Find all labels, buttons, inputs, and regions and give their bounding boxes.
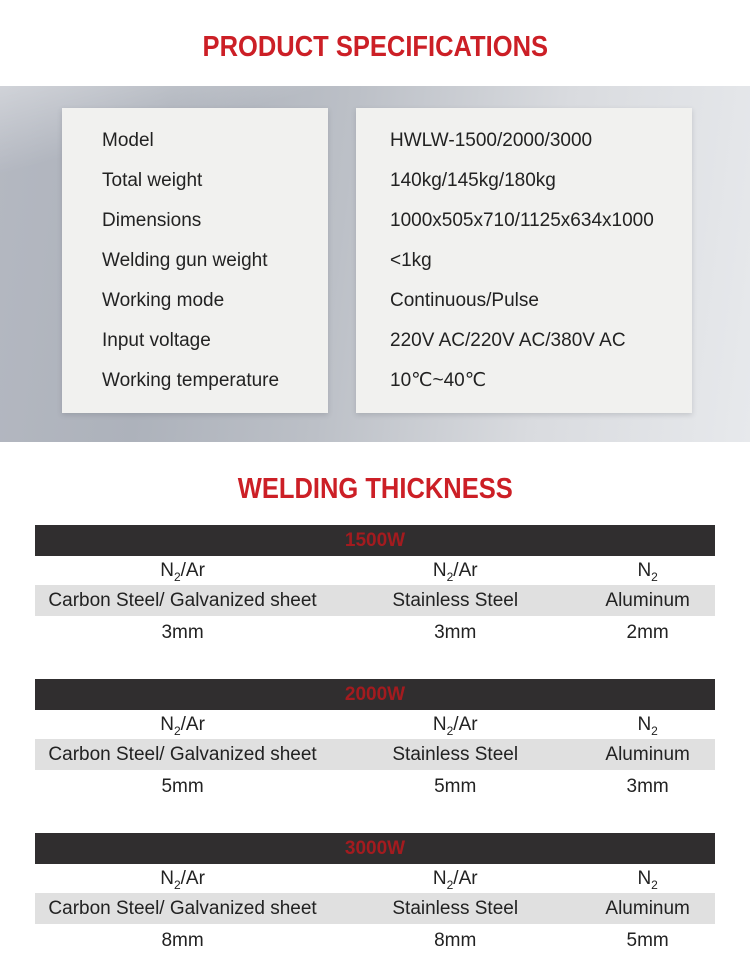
gas-row bbox=[35, 710, 715, 739]
welding-thickness-title bbox=[0, 474, 750, 504]
material-cell: Stainless Steel bbox=[392, 744, 519, 765]
material-row bbox=[35, 893, 715, 924]
spec-label-working-mode: Working mode bbox=[102, 290, 225, 311]
thickness-cell: 3mm bbox=[434, 622, 477, 643]
material-cell: Carbon Steel/ Galvanized sheet bbox=[48, 898, 317, 919]
thickness-row bbox=[35, 616, 715, 649]
material-cell: Stainless Steel bbox=[392, 898, 519, 919]
gas-cell bbox=[35, 556, 330, 585]
spec-label-model: Model bbox=[102, 130, 154, 151]
material-row bbox=[35, 585, 715, 616]
material-cell: Stainless Steel bbox=[392, 590, 519, 611]
power-label: 2000W bbox=[344, 684, 406, 705]
thickness-cell: 5mm bbox=[161, 776, 204, 797]
gas-subscript: 2 bbox=[173, 877, 181, 892]
thickness-cell: 5mm bbox=[434, 776, 477, 797]
welding-table-1500w bbox=[35, 525, 715, 649]
gas-suffix: /Ar bbox=[453, 560, 478, 581]
power-header-3000w bbox=[35, 833, 715, 864]
gas-cell bbox=[580, 864, 715, 893]
gas-subscript: 2 bbox=[446, 877, 454, 892]
gas-row bbox=[35, 556, 715, 585]
thickness-cell: 3mm bbox=[626, 776, 669, 797]
material-cell: Carbon Steel/ Galvanized sheet bbox=[48, 744, 317, 765]
spec-label-total-weight: Total weight bbox=[102, 170, 203, 191]
gas-base: N bbox=[637, 714, 652, 735]
product-specifications-section bbox=[0, 86, 750, 442]
thickness-cell: 2mm bbox=[626, 622, 669, 643]
spec-value-input-voltage: 220V AC/220V AC/380V AC bbox=[390, 330, 626, 351]
gas-cell bbox=[35, 710, 330, 739]
page-title-text: PRODUCT SPECIFICATIONS bbox=[202, 31, 548, 63]
gas-cell bbox=[35, 864, 330, 893]
material-cell: Aluminum bbox=[605, 590, 690, 611]
material-cell: Carbon Steel/ Galvanized sheet bbox=[48, 590, 317, 611]
gas-cell bbox=[330, 710, 580, 739]
spec-label-working-temperature: Working temperature bbox=[102, 370, 280, 391]
gas-base: N bbox=[432, 560, 447, 581]
welding-table-2000w bbox=[35, 679, 715, 803]
gas-subscript: 2 bbox=[446, 569, 454, 584]
gas-suffix: /Ar bbox=[180, 560, 205, 581]
power-label: 3000W bbox=[344, 838, 406, 859]
power-header-2000w bbox=[35, 679, 715, 710]
spec-label-dimensions: Dimensions bbox=[102, 210, 202, 231]
gas-suffix: /Ar bbox=[180, 714, 205, 735]
page-title bbox=[0, 32, 750, 62]
thickness-cell: 3mm bbox=[161, 622, 204, 643]
gas-cell bbox=[580, 556, 715, 585]
gas-base: N bbox=[160, 868, 174, 889]
spec-value-welding-gun-weight: <1kg bbox=[390, 250, 432, 271]
gas-subscript: 2 bbox=[446, 723, 454, 738]
thickness-row bbox=[35, 770, 715, 803]
gas-suffix: /Ar bbox=[453, 868, 478, 889]
gas-base: N bbox=[160, 714, 174, 735]
thickness-cell: 8mm bbox=[434, 930, 477, 951]
gas-subscript: 2 bbox=[173, 723, 181, 738]
gas-suffix: /Ar bbox=[180, 868, 205, 889]
spec-value-dimensions: 1000x505x710/1125x634x1000 bbox=[390, 210, 654, 231]
welding-table-3000w bbox=[35, 833, 715, 957]
thickness-row bbox=[35, 924, 715, 957]
spec-labels-panel bbox=[62, 108, 328, 413]
spec-label-welding-gun-weight: Welding gun weight bbox=[102, 250, 268, 271]
gas-base: N bbox=[637, 868, 652, 889]
gas-cell bbox=[330, 864, 580, 893]
gas-base: N bbox=[160, 560, 174, 581]
spec-values-panel bbox=[356, 108, 692, 413]
spec-label-input-voltage: Input voltage bbox=[102, 330, 211, 351]
welding-tables bbox=[35, 525, 715, 975]
material-cell: Aluminum bbox=[605, 898, 690, 919]
spec-value-total-weight: 140kg/145kg/180kg bbox=[390, 170, 556, 191]
welding-thickness-title-text: WELDING THICKNESS bbox=[237, 473, 513, 505]
material-row bbox=[35, 739, 715, 770]
gas-base: N bbox=[432, 714, 447, 735]
material-cell: Aluminum bbox=[605, 744, 690, 765]
gas-base: N bbox=[637, 560, 652, 581]
gas-row bbox=[35, 864, 715, 893]
gas-base: N bbox=[432, 868, 447, 889]
gas-subscript: 2 bbox=[173, 569, 181, 584]
power-label: 1500W bbox=[344, 530, 406, 551]
gas-subscript: 2 bbox=[651, 569, 658, 584]
gas-subscript: 2 bbox=[651, 723, 658, 738]
gas-subscript: 2 bbox=[651, 877, 658, 892]
power-header-1500w bbox=[35, 525, 715, 556]
gas-suffix: /Ar bbox=[453, 714, 478, 735]
thickness-cell: 5mm bbox=[626, 930, 669, 951]
spec-value-model: HWLW-1500/2000/3000 bbox=[390, 130, 593, 151]
thickness-cell: 8mm bbox=[161, 930, 204, 951]
spec-value-working-mode: Continuous/Pulse bbox=[390, 290, 539, 311]
gas-cell bbox=[330, 556, 580, 585]
gas-cell bbox=[580, 710, 715, 739]
spec-value-working-temperature: 10℃~40℃ bbox=[390, 370, 487, 391]
